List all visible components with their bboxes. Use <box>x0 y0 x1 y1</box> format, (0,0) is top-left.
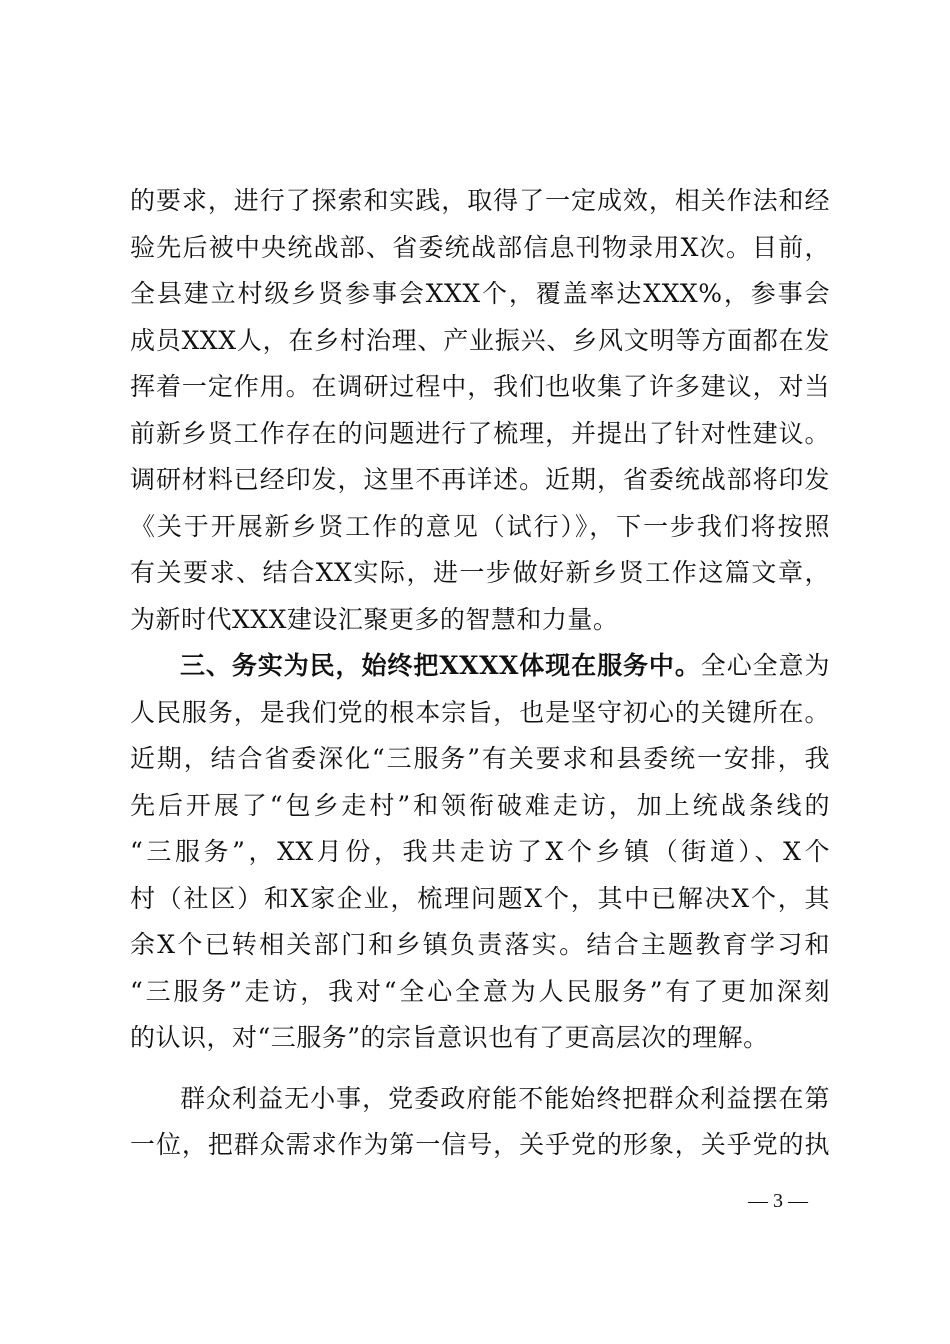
section-heading-line <box>130 643 830 690</box>
text-line: 的认识，对“三服务”的宗旨意识也有了更高层次的理解。 <box>130 1023 769 1052</box>
text-line: 前新乡贤工作存在的问题进行了梳理，并提出了针对性建议。 <box>130 418 830 448</box>
body-text <box>130 178 830 1169</box>
heading-line-rest: 全心全意为 <box>700 651 830 680</box>
text-line: 成员XXX人，在乡村治理、产业振兴、乡风文明等方面都在发 <box>130 325 830 355</box>
text-line: 调研材料已经印发，这里不再详述。近期，省委统战部将印发 <box>130 465 830 494</box>
text-line: 的要求，进行了探索和实践，取得了一定成效，相关作法和经 <box>130 186 830 215</box>
text-line: 群众利益无小事，党委政府能不能始终把群众利益摆在第 <box>180 1083 830 1113</box>
text-line: 一位，把群众需求作为第一信号，关乎党的形象，关乎党的执 <box>130 1130 830 1159</box>
text-line: 《关于开展新乡贤工作的意见（试行）》，下一步我们将按照 <box>130 511 830 541</box>
text-line: “三服务”，XX月份，我共走访了X个乡镇（街道）、X个 <box>130 837 830 866</box>
text-line: 人民服务，是我们党的根本宗旨，也是坚守初心的关键所在。 <box>130 697 830 727</box>
text-line: 近期，结合省委深化“三服务”有关要求和县委统一安排，我 <box>130 744 830 773</box>
text-line: 余X个已转相关部门和乡镇负责落实。结合主题教育学习和 <box>130 930 830 959</box>
text-line: 为新时代XXX建设汇聚更多的智慧和力量。 <box>130 604 619 634</box>
paragraph-gap <box>130 1062 830 1076</box>
text-line: 村（社区）和X家企业，梳理问题X个，其中已解决X个，其 <box>130 883 830 913</box>
page-number: — 3 — <box>748 1190 808 1212</box>
section-heading: 三、务实为民，始终把XXXX体现在服务中。 <box>180 651 701 680</box>
text-line: 有关要求、结合XX实际，进一步做好新乡贤工作这篇文章， <box>130 558 830 587</box>
text-line: “三服务”走访，我对“全心全意为人民服务”有了更加深刻 <box>130 976 830 1006</box>
text-line: 验先后被中央统战部、省委统战部信息刊物录用X次。目前， <box>130 232 830 262</box>
text-line: 挥着一定作用。在调研过程中，我们也收集了许多建议，对当 <box>130 372 830 401</box>
text-line: 先后开展了“包乡走村”和领衔破难走访，加上统战条线的 <box>130 790 830 820</box>
text-line: 全县建立村级乡贤参事会XXX个，覆盖率达XXX%，参事会 <box>130 279 830 308</box>
